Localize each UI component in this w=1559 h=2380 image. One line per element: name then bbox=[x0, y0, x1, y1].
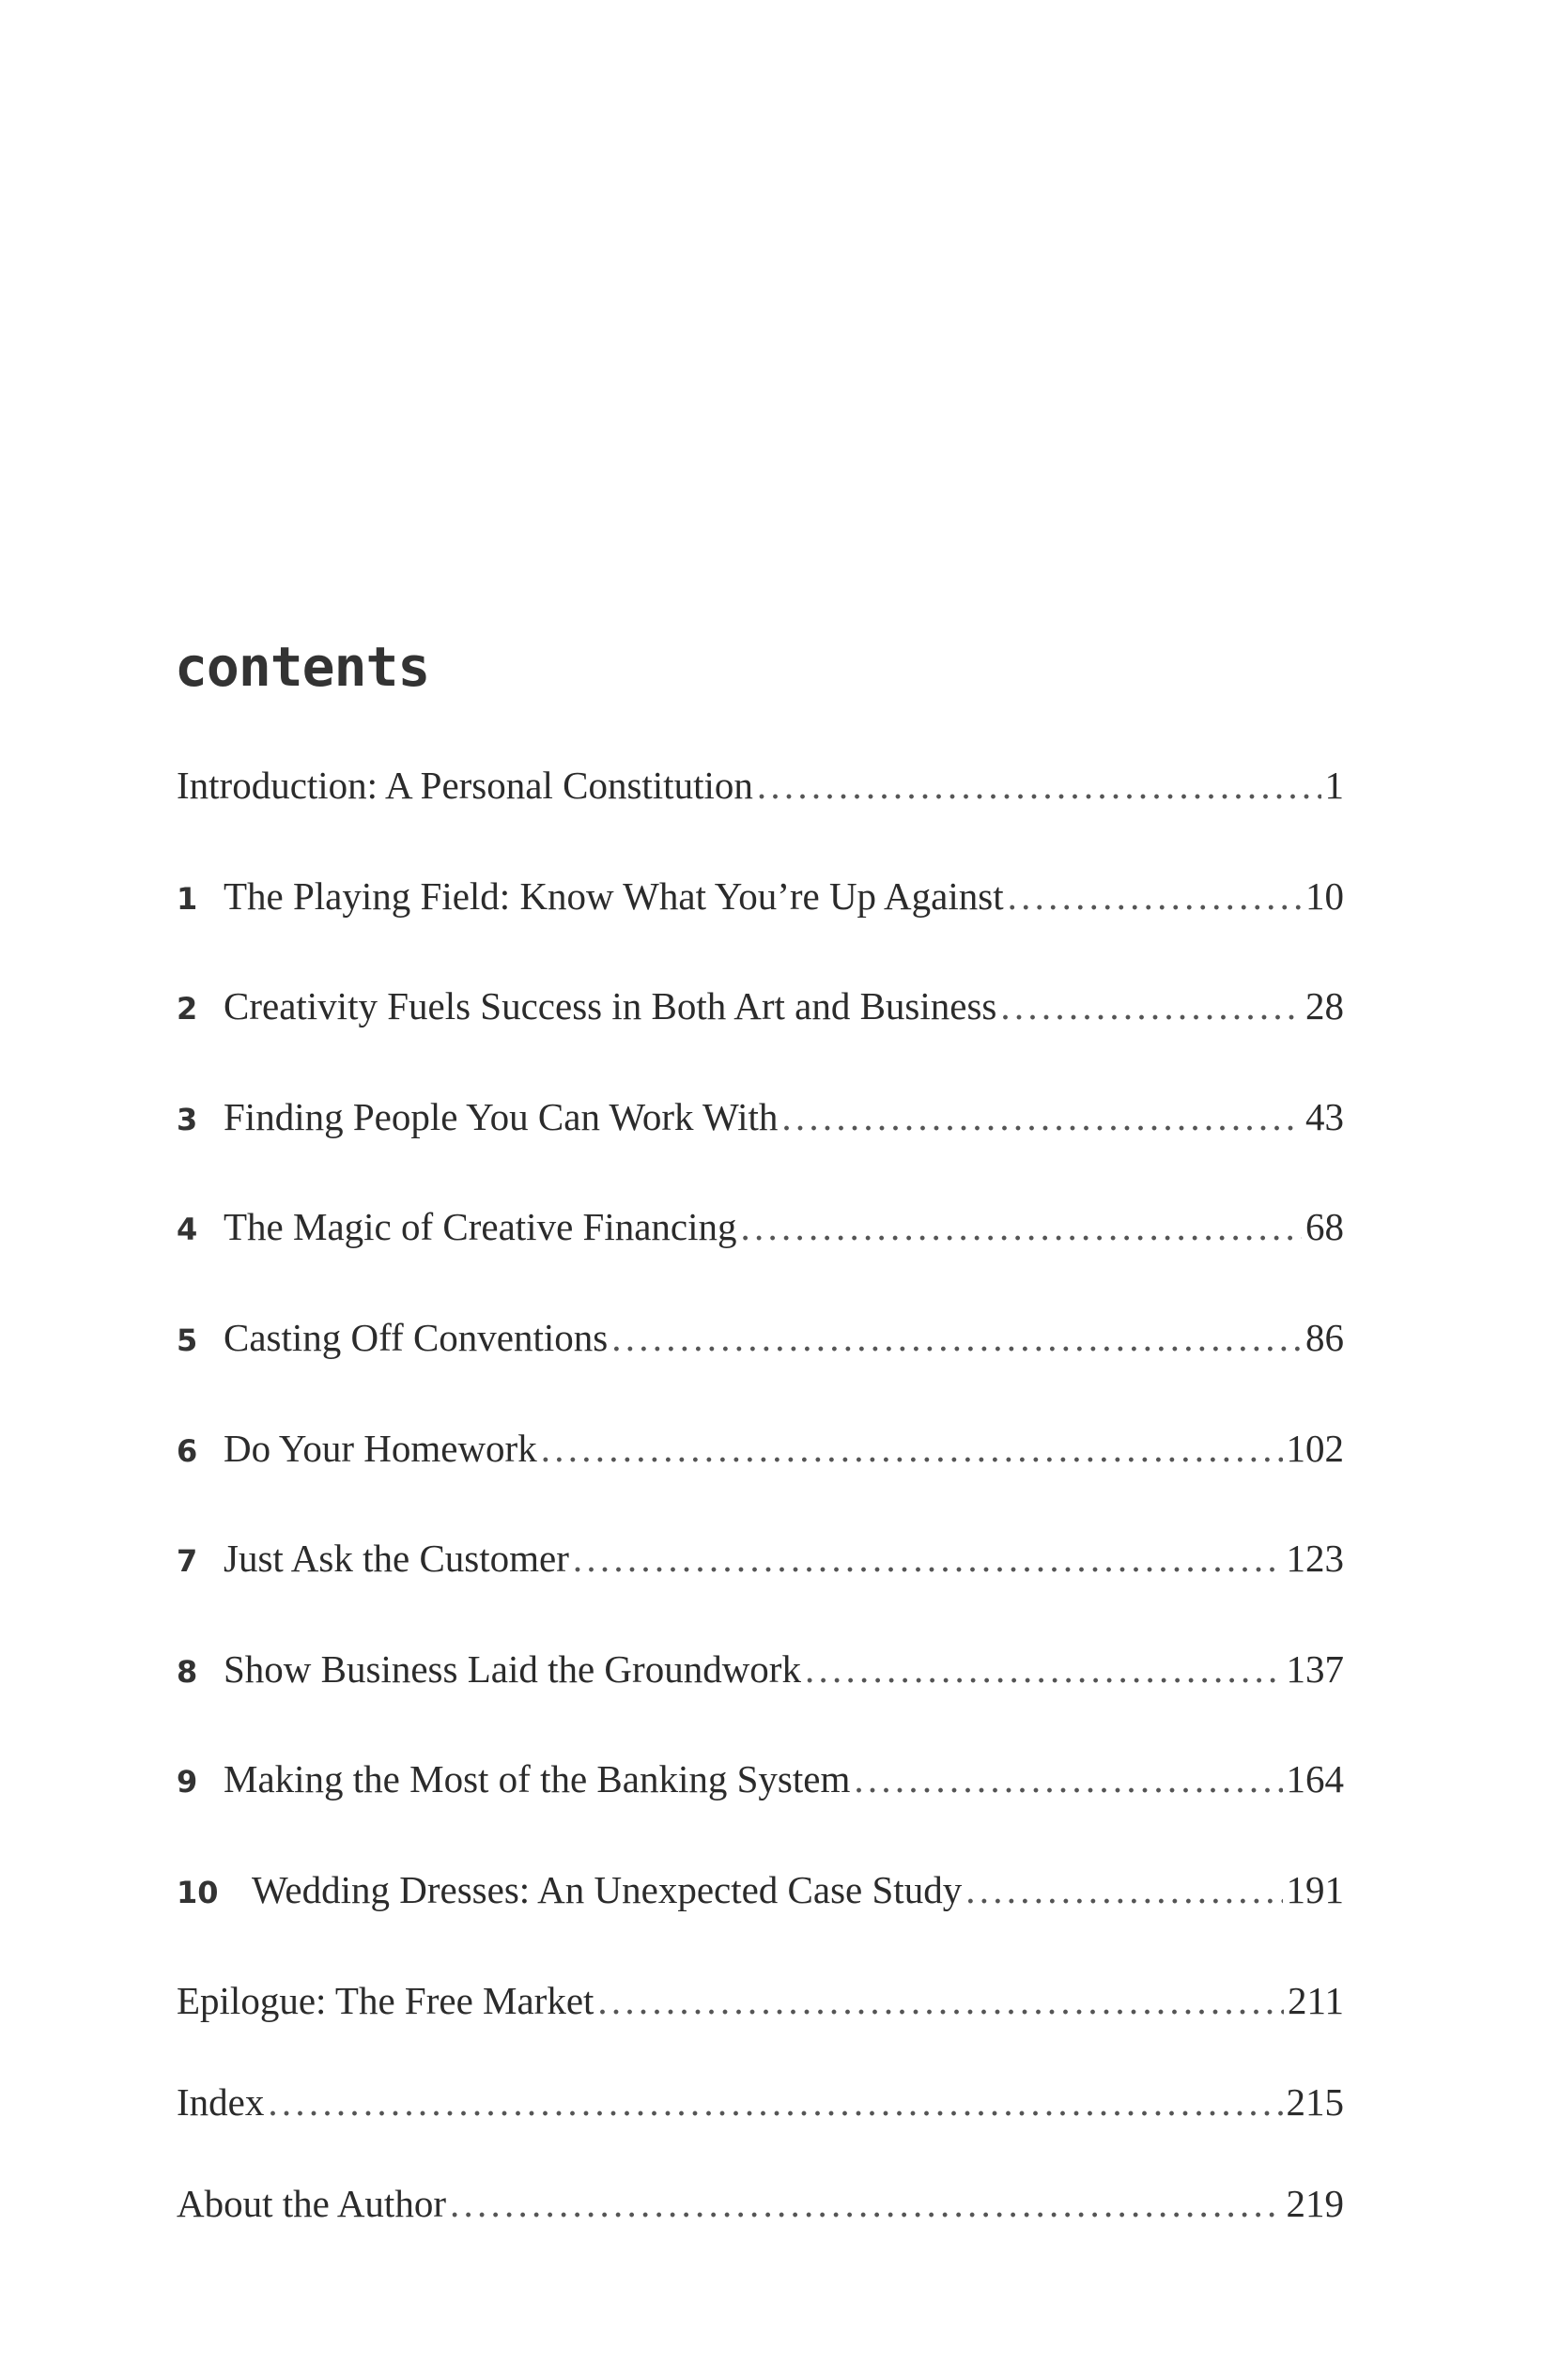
entry-title: Epilogue: The Free Market bbox=[177, 1978, 594, 2022]
entry-title: Index bbox=[177, 2079, 265, 2124]
toc-entry[interactable] bbox=[177, 983, 1344, 1094]
page-number: 102 bbox=[1286, 1426, 1344, 1470]
chapter-number: 8 bbox=[177, 1653, 198, 1690]
entry-title: Show Business Laid the Groundwork bbox=[224, 1646, 801, 1691]
toc-entry[interactable] bbox=[177, 1646, 1344, 1757]
page-number: 68 bbox=[1305, 1205, 1344, 1249]
dot-leader bbox=[1008, 873, 1302, 919]
chapter-number: 5 bbox=[177, 1321, 198, 1358]
dot-leader bbox=[854, 1756, 1282, 1801]
entry-title: Casting Off Conventions bbox=[224, 1315, 609, 1359]
page-number: 215 bbox=[1286, 2079, 1344, 2124]
chapter-number: 4 bbox=[177, 1212, 198, 1248]
toc-entry[interactable] bbox=[177, 2181, 1344, 2282]
entry-title: The Playing Field: Know What You’re Up Against bbox=[224, 873, 1004, 918]
page-number: 43 bbox=[1305, 1094, 1344, 1138]
page-title: contents bbox=[175, 635, 430, 699]
chapter-number: 9 bbox=[177, 1764, 198, 1800]
chapter-number: 3 bbox=[177, 1101, 198, 1137]
toc-entry[interactable] bbox=[177, 1204, 1344, 1315]
entry-title: Wedding Dresses: An Unexpected Case Study bbox=[252, 1867, 963, 1911]
entry-title: About the Author bbox=[177, 2181, 446, 2225]
page-number: 86 bbox=[1305, 1315, 1344, 1359]
page-number: 123 bbox=[1286, 1537, 1344, 1581]
page-number: 211 bbox=[1288, 1978, 1344, 2022]
entry-title: Finding People You Can Work With bbox=[224, 1094, 779, 1138]
page-number: 191 bbox=[1286, 1867, 1344, 1911]
toc-entry[interactable] bbox=[177, 1867, 1344, 1978]
toc-entry[interactable] bbox=[177, 1756, 1344, 1867]
chapter-number: 2 bbox=[177, 991, 198, 1028]
entry-title: Creativity Fuels Success in Both Art and Business bbox=[224, 984, 997, 1028]
dot-leader bbox=[541, 1426, 1283, 1471]
chapter-number: 1 bbox=[177, 880, 198, 917]
dot-leader bbox=[597, 1978, 1284, 2023]
entry-title: Making the Most of the Banking System bbox=[224, 1757, 851, 1801]
toc-entry[interactable] bbox=[177, 2079, 1344, 2181]
dot-leader bbox=[741, 1204, 1303, 1249]
dot-leader bbox=[611, 1315, 1302, 1360]
dot-leader bbox=[1000, 983, 1302, 1028]
dot-leader bbox=[757, 763, 1321, 808]
entry-title: Just Ask the Customer bbox=[224, 1537, 569, 1581]
dot-leader bbox=[965, 1867, 1282, 1912]
toc-entry[interactable] bbox=[177, 1426, 1344, 1537]
chapter-number: 10 bbox=[177, 1874, 219, 1910]
toc-entry[interactable] bbox=[177, 1978, 1344, 2079]
dot-leader bbox=[573, 1536, 1283, 1581]
dot-leader bbox=[781, 1094, 1302, 1139]
table-of-contents bbox=[177, 763, 1344, 2282]
dot-leader bbox=[268, 2079, 1282, 2125]
entry-title: Do Your Homework bbox=[224, 1426, 537, 1470]
chapter-number: 6 bbox=[177, 1432, 198, 1469]
entry-title: Introduction: A Personal Constitution bbox=[177, 764, 753, 807]
dot-leader bbox=[805, 1646, 1283, 1692]
dot-leader bbox=[450, 2181, 1283, 2226]
toc-entry[interactable] bbox=[177, 1315, 1344, 1426]
page-number: 1 bbox=[1324, 764, 1344, 807]
page-number: 137 bbox=[1286, 1646, 1344, 1691]
page-number: 219 bbox=[1286, 2181, 1344, 2225]
chapter-number: 7 bbox=[177, 1543, 198, 1580]
page-number: 28 bbox=[1305, 984, 1344, 1028]
toc-entry[interactable] bbox=[177, 1536, 1344, 1646]
toc-entry[interactable] bbox=[177, 1094, 1344, 1205]
entry-title: The Magic of Creative Financing bbox=[224, 1205, 737, 1249]
page-number: 164 bbox=[1286, 1757, 1344, 1801]
page-number: 10 bbox=[1305, 873, 1344, 918]
toc-entry[interactable] bbox=[177, 873, 1344, 984]
toc-entry[interactable] bbox=[177, 763, 1344, 873]
